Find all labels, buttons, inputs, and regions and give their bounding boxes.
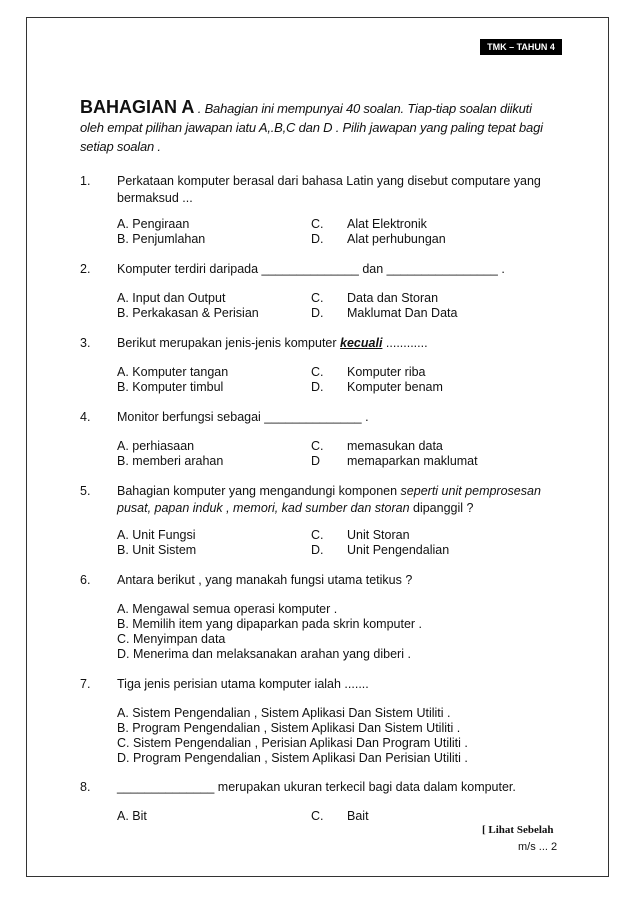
option-d: Maklumat Dan Data (347, 306, 458, 320)
option-d-letter: D. (311, 380, 324, 394)
option-a: A. Pengiraan (117, 217, 190, 231)
option-c-letter: C. (311, 439, 324, 453)
option-a: A. Input dan Output (117, 291, 226, 305)
option-a: A. perhiasaan (117, 439, 195, 453)
option-a: A. Unit Fungsi (117, 528, 196, 542)
next-page-note: [ Lihat Sebelah (482, 824, 554, 836)
option-c: Alat Elektronik (347, 217, 427, 231)
question-text: Komputer terdiri daripada ______________ dan ________________ . (117, 262, 505, 276)
option-d: memaparkan maklumat (347, 454, 478, 468)
page-number: m/s ... 2 (518, 841, 558, 853)
option-c: Bait (347, 809, 369, 823)
section-heading: BAHAGIAN A (80, 97, 195, 117)
question-text: Antara berikut , yang manakah fungsi utama tetikus ? (117, 573, 413, 587)
option-b: B. Unit Sistem (117, 543, 197, 557)
question-number: 2. (80, 262, 91, 276)
option-b: B. Penjumlahan (117, 232, 206, 246)
question-number: 6. (80, 573, 91, 587)
option-c: Unit Storan (347, 528, 410, 542)
question-number: 4. (80, 410, 91, 424)
question-number: 3. (80, 336, 91, 350)
option-d: D. Menerima dan melaksanakan arahan yang diberi . (117, 647, 411, 661)
option-d-letter: D. (311, 306, 324, 320)
option-c: C. Sistem Pengendalian , Perisian Aplikasi Dan Program Utiliti . (117, 736, 468, 750)
question-number: 1. (80, 174, 91, 188)
option-c-letter: C. (311, 365, 324, 379)
question-number: 5. (80, 484, 91, 498)
intro-line3: setiap soalan . (80, 139, 161, 154)
option-b: B. memberi arahan (117, 454, 224, 468)
instructions (80, 98, 570, 156)
question-text: ______________ merupakan ukuran terkecil bagi data dalam komputer. (117, 780, 516, 794)
option-c: memasukan data (347, 439, 443, 453)
intro-line1: . Bahagian ini mempunyai 40 soalan. Tiap-tiap soalan diikuti (194, 101, 532, 116)
option-a: A. Komputer tangan (117, 365, 229, 379)
option-c: Data dan Storan (347, 291, 439, 305)
option-b: B. Perkakasan & Perisian (117, 306, 259, 320)
option-d: Alat perhubungan (347, 232, 446, 246)
header-tag: TMK – TAHUN 4 (480, 39, 562, 55)
option-b: B. Komputer timbul (117, 380, 224, 394)
option-d: D. Program Pengendalian , Sistem Aplikasi Dan Perisian Utiliti . (117, 751, 468, 765)
question-text: Berikut merupakan jenis-jenis komputer kecuali ............ (117, 336, 428, 350)
option-c-letter: C. (311, 809, 324, 823)
option-c-letter: C. (311, 217, 324, 231)
question-number: 7. (80, 677, 91, 691)
option-d-letter: D. (311, 232, 324, 246)
option-d-letter: D. (311, 543, 324, 557)
question-number: 8. (80, 780, 91, 794)
option-c-letter: C. (311, 291, 324, 305)
option-d: Komputer benam (347, 380, 443, 394)
option-a: A. Bit (117, 809, 147, 823)
option-c: Komputer riba (347, 365, 426, 379)
option-b: B. Memilih item yang dipaparkan pada skrin komputer . (117, 617, 423, 631)
question-text: Tiga jenis perisian utama komputer ialah ....... (117, 677, 369, 691)
question-text: Perkataan komputer berasal dari bahasa Latin yang disebut computare yang bermaksud ... (117, 174, 541, 205)
question-text: Bahagian komputer yang mengandungi komponen seperti unit pemprosesan pusat, papan induk , memori, kad sumber dan storan dipanggil ? (117, 484, 541, 515)
option-c-letter: C. (311, 528, 324, 542)
question-text: Monitor berfungsi sebagai ______________ . (117, 410, 369, 424)
option-a: A. Mengawal semua operasi komputer . (117, 602, 338, 616)
keyword-kecuali: kecuali (340, 336, 383, 350)
option-d: Unit Pengendalian (347, 543, 450, 557)
option-c: C. Menyimpan data (117, 632, 226, 646)
option-a: A. Sistem Pengendalian , Sistem Aplikasi Dan Sistem Utiliti . (117, 706, 451, 720)
option-b: B. Program Pengendalian , Sistem Aplikasi Dan Sistem Utiliti . (117, 721, 461, 735)
intro-line2: oleh empat pilihan jawapan iatu A,.B,C dan D . Pilih jawapan yang paling tepat bagi (80, 120, 543, 135)
option-d-letter: D (311, 454, 321, 468)
